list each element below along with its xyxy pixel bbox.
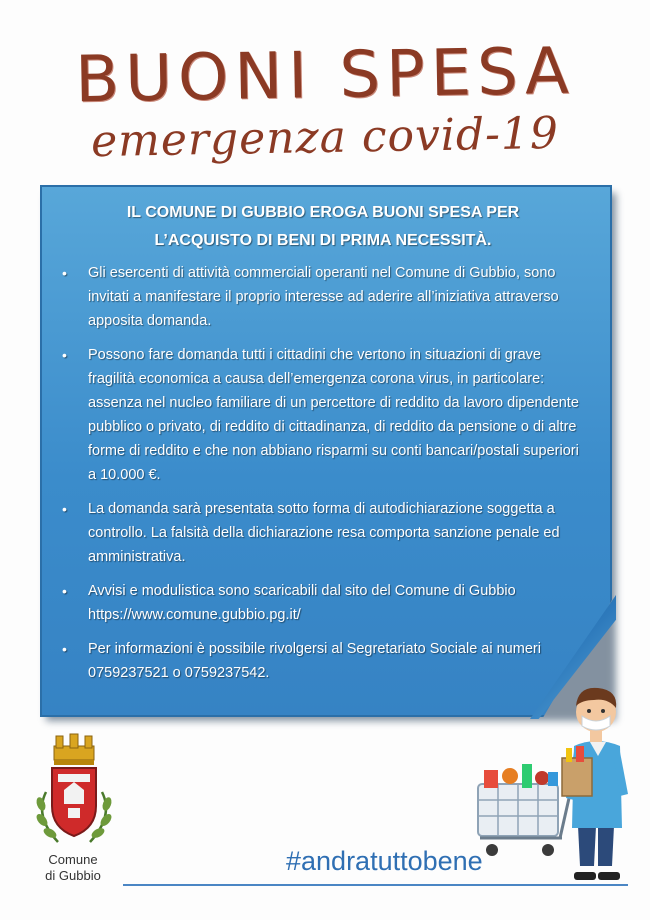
page-title: BUONI SPESA [74, 34, 576, 118]
notice-list [58, 261, 588, 685]
bullet-icon: • [62, 583, 67, 599]
municipal-crest-icon [28, 732, 120, 852]
hashtag: #andratuttobene [286, 846, 483, 876]
crest-label-line-2: di Gubbio [45, 868, 101, 883]
crest-label [20, 852, 126, 884]
crest-label-line-1: Comune [48, 852, 98, 867]
notice-item-text: La domanda sarà presentata sotto forma di autodichiarazione soggetta a controllo. La falsità della dichiarazione resa comporta sanzione penale ed amministrativa. [88, 501, 560, 565]
notice-item-text: Gli esercenti di attività commerciali operanti nel Comune di Gubbio, sono invitati a manifestare il proprio interesse ad aderire all’iniziativa attraverso apposita domanda. [88, 265, 559, 329]
bullet-icon: • [62, 347, 67, 363]
notice-heading [58, 199, 588, 255]
shopper-with-cart-icon [470, 676, 630, 886]
bullet-icon: • [62, 641, 67, 657]
notice-item [58, 343, 588, 487]
notice-item-text: Per informazioni è possibile rivolgersi al Segretariato Sociale ai numeri 0759237521 o 0759237542. [88, 641, 541, 681]
notice-body [58, 199, 588, 695]
notice-item [58, 497, 588, 569]
notice-heading-line-1: IL COMUNE DI GUBBIO EROGA BUONI SPESA PER [126, 204, 520, 221]
page-subtitle: emergenza covid-19 [90, 107, 560, 168]
notice-item-text: Possono fare domanda tutti i cittadini che vertono in situazioni di grave fragilità economica a causa dell’emergenza corona virus, in particolare: assenza nel nucleo familiare di un percettore di reddito da lavoro dipendente pubblico o privato, di reddito di cittadinanza, di reddito da pensione o di altre forme di reddito e che non abbiano risparmi su conti bancari/postali superiori a 10.000 €. [88, 347, 579, 483]
notice-heading-line-2: L’ACQUISTO DI BENI DI PRIMA NECESSITÀ. [154, 232, 492, 249]
notice-item [58, 579, 588, 627]
notice-item [58, 261, 588, 333]
bullet-icon: • [62, 265, 67, 281]
notice-item-text: Avvisi e modulistica sono scaricabili dal sito del Comune di Gubbio https://www.comune.gubbio.pg.it/ [88, 583, 516, 623]
bullet-icon: • [62, 501, 67, 517]
notice-card [40, 185, 615, 720]
